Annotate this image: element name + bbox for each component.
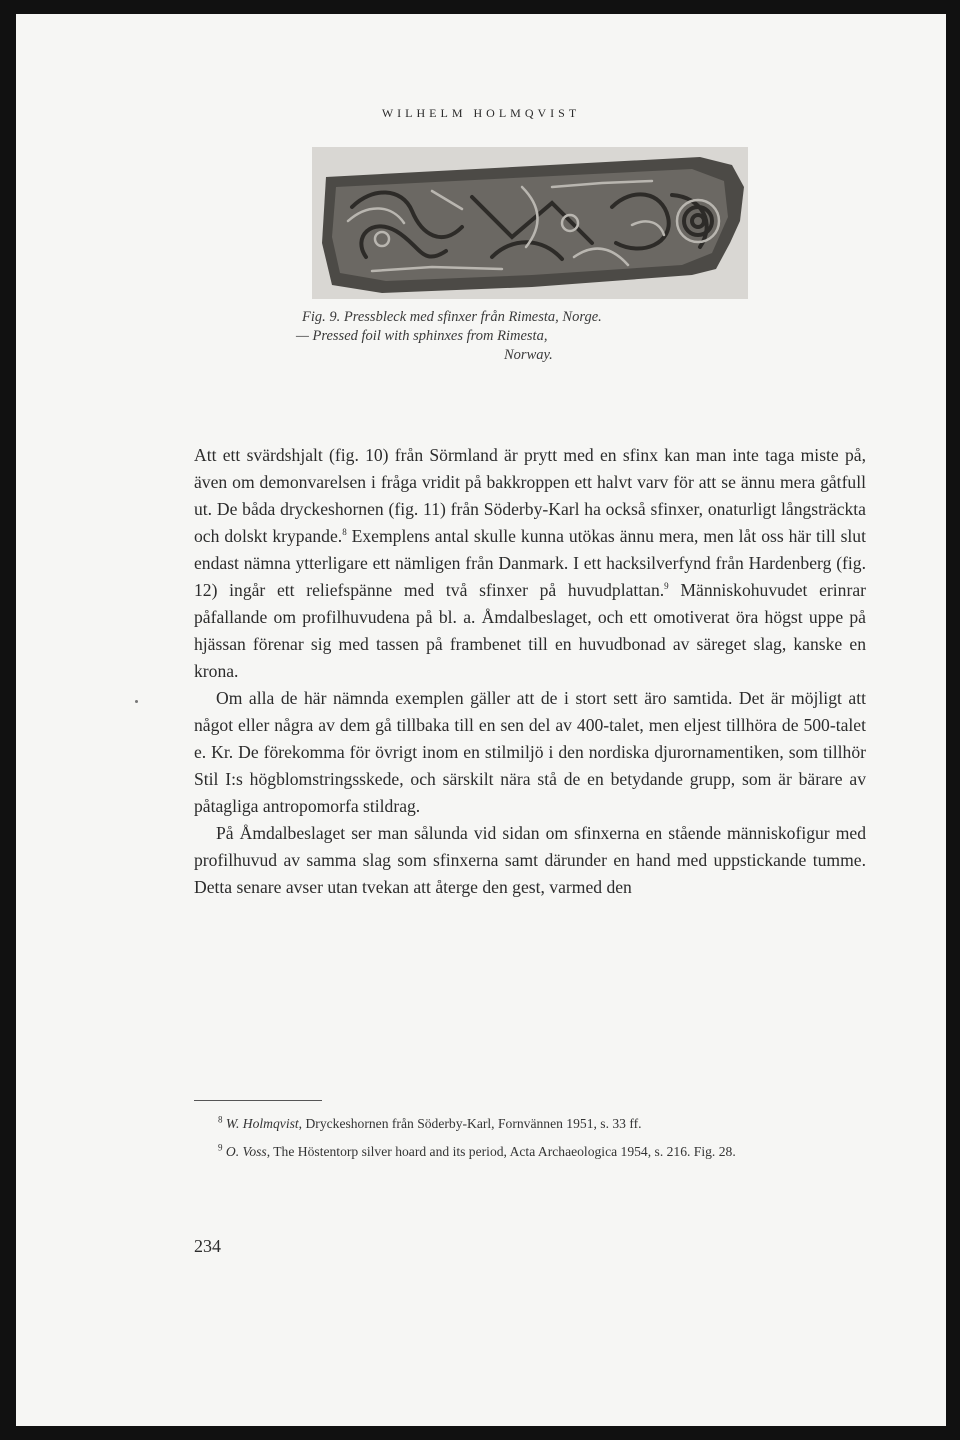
body-text [194, 442, 866, 901]
footnote-text: , The Höstentorp silver hoard and its period, Acta Archaeologica 1954, s. 216. Fig. 28. [266, 1144, 736, 1159]
footnote-author: W. Holmqvist [225, 1116, 299, 1131]
paragraph: På Åmdalbeslaget ser man sålunda vid sidan om sfinxerna en stående människofigur med profilhuvud av samma slag som sfinxerna samt därunder en hand med uppstickande tumme. Detta senare avser utan tvekan att återge den gest, varmed den [194, 823, 866, 897]
caption-line: Norway. [504, 347, 553, 363]
paragraph-text: Människohuvudet erinrar påfallande om profilhuvudena på bl. a. Åmdalbeslaget, och ett omotiverat öra högst uppe på hjässan förenar sig med tassen på frambenet till en huvudbonad av säreget slag, kanske en krona. [194, 580, 866, 681]
footnote-divider [194, 1100, 322, 1101]
footnote-mark: 9 [218, 1142, 223, 1153]
figure-caption [296, 308, 766, 365]
paragraph-text: Att ett svärdshjalt (fig. 10) från Sörmland är prytt med en sfinx kan man inte taga miste på, även om demonvarelsen i fråga vridit på bakkroppen ett halvt varv för att se ännu mera gåtfull ut. De båda dryckeshornen (fig. 11) från Söderby-Karl ha också sfinxer, onaturligt långsträckta och dolskt krypande. [194, 445, 866, 546]
paragraph: Om alla de här nämnda exemplen gäller att de i stort sett äro samtida. Det är möjligt att något eller några av dem gå tillbaka till en sen del av 400-talet, men eljest tillhöra de 500-talet e. Kr. De förekomma för övrigt inom en stilmiljö i den nordiska djurornamentiken, som tillhör Stil I:s högblomstringsskede, och särskilt nära stå de en betydande grupp, som är bärare av påtagliga antropomorfa stildrag. [194, 688, 866, 816]
footnote-mark: 8 [218, 1114, 223, 1125]
caption-line: — Pressed foil with sphinxes from Rimesta, [296, 328, 548, 344]
footnote-text: , Dryckeshornen från Söderby-Karl, Fornvännen 1951, s. 33 ff. [298, 1116, 642, 1131]
paragraph-text: Exemplens antal skulle kunna utökas ännu mera, men låt oss här till slut endast nämna ytterligare ett nämligen från Danmark. I ett hacksilverfynd från Hardenberg (fig. 12) ingår ett reliefspänne med två sfinxer på huvudplattan. [194, 526, 866, 600]
footnote [194, 1113, 866, 1135]
running-header: WILHELM HOLMQVIST [381, 106, 581, 120]
page-number: 234 [194, 1236, 221, 1256]
figure-pressed-foil-photo [312, 147, 748, 299]
footnote-reference: 9 [664, 581, 669, 592]
paragraph [194, 442, 866, 685]
margin-speck [135, 700, 138, 703]
book-page [16, 14, 946, 1426]
caption-line: Fig. 9. Pressbleck med sfinxer från Rimesta, Norge. [302, 309, 602, 325]
footnote-author: O. Voss [225, 1144, 267, 1159]
footnotes [194, 1113, 866, 1169]
footnote [194, 1141, 866, 1163]
footnote-reference: 8 [342, 527, 347, 538]
